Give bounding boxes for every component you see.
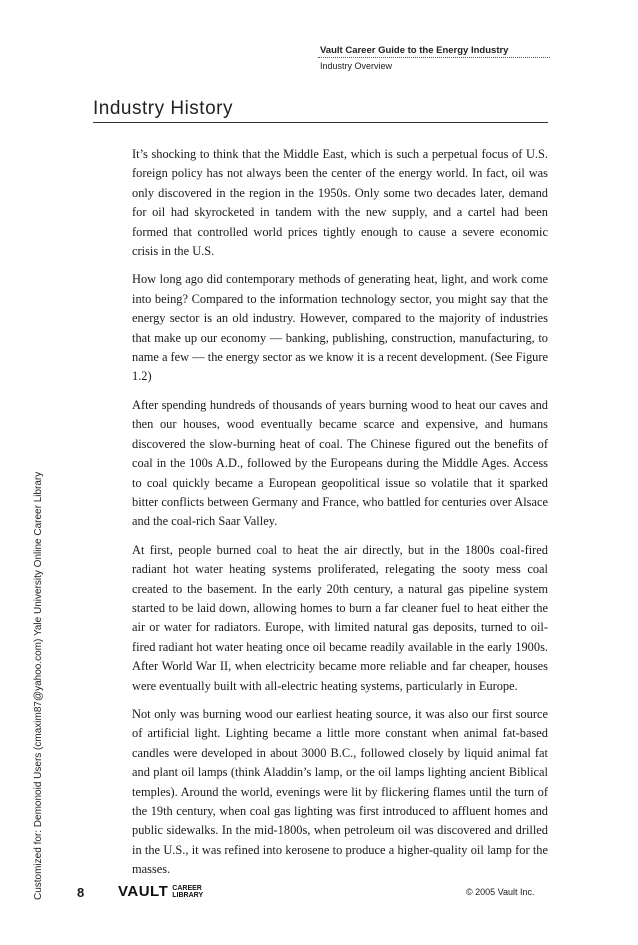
header-divider [318, 57, 550, 58]
running-header-title: Vault Career Guide to the Energy Industry [320, 45, 509, 56]
logo-sub-career: CAREER [172, 884, 202, 892]
paragraph: Not only was burning wood our earliest heating source, it was also our first source of artificial light. Lighting became a little more constant when animal fat-based candles were developed in about 3000 B.C., followed closely by liquid animal fat and plant oil lamps (think Aladdin’s lamp, or the oil lamps lighting ancient Biblical temples). Around the world, evenings were lit by flickering flames until the turn of the 19th century, when coal gas lighting was first introduced to affluent homes and public sidewalks. In the mid-1800s, when petroleum oil was discovered and drilled in the U.S., it was refined into kerosene to produce a higher-quality oil lamp for the masses. [132, 706, 548, 877]
page-number: 8 [77, 885, 85, 900]
body-text [132, 145, 548, 889]
running-header-subtitle: Industry Overview [320, 61, 393, 71]
copyright: © 2005 Vault Inc. [466, 887, 535, 897]
paragraph: It’s shocking to think that the Middle East, which is such a perpetual focus of U.S. foreign policy has not always been the center of the energy world. In fact, oil was only discovered in the region in the 1950s. Only some two decades later, demand for oil had skyrocketed in tandem with the new supply, and a cartel had been formed that controlled world prices tightly enough to cause a severe economic crisis in the U.S. [132, 147, 548, 259]
vault-logo [118, 883, 203, 900]
logo-wordmark: VAULT [118, 883, 169, 900]
paragraph: After spending hundreds of thousands of years burning wood to heat our caves and then our houses, wood eventually became scarce and expensive, and humans discovered the slow-burning heat of coal. The Chinese figured out the benefits of coal in the 100s A.D., followed by the Europeans during the Middle Ages. Access to coal quickly became a European geopolitical issue so volatile that it sparked bitter conflicts between Germany and France, who battled for centuries over Alsace and the coal-rich Saar Valley. [132, 397, 548, 529]
paragraph: How long ago did contemporary methods of generating heat, light, and work come into being? Compared to the information technology sector, you might say that the energy sector is an old industry. However, compared to the majority of industries that make up our economy — banking, publishing, construction, manufacturing, to name a few — the energy sector as we know it is a recent development. (See Figure 1.2) [132, 272, 548, 384]
paragraph: At first, people burned coal to heat the air directly, but in the 1800s coal-fired radiant hot water heating systems proliferated, relegating the sooty mess coal created to the basement. In the early 20th century, a natural gas pipeline system started to be laid down, allowing homes to burn a far cleaner fuel to heat either the air or water for radiators. Europe, with limited natural gas deposits, turned to oil-fired radiant hot water heating once oil became readily available in the early 1900s. After World War II, when electricity became more reliable and far cheaper, houses were eventually built with all-electric heating systems, particularly in Europe. [132, 542, 548, 693]
customized-for-sidebar: Customized for: Demonoid Users (cmaxim87@yahoo.com) Yale University Online Career Library [33, 471, 44, 900]
logo-sub-library: LIBRARY [172, 891, 204, 899]
logo-subtitle [172, 885, 203, 899]
section-title: Industry History [93, 98, 548, 123]
